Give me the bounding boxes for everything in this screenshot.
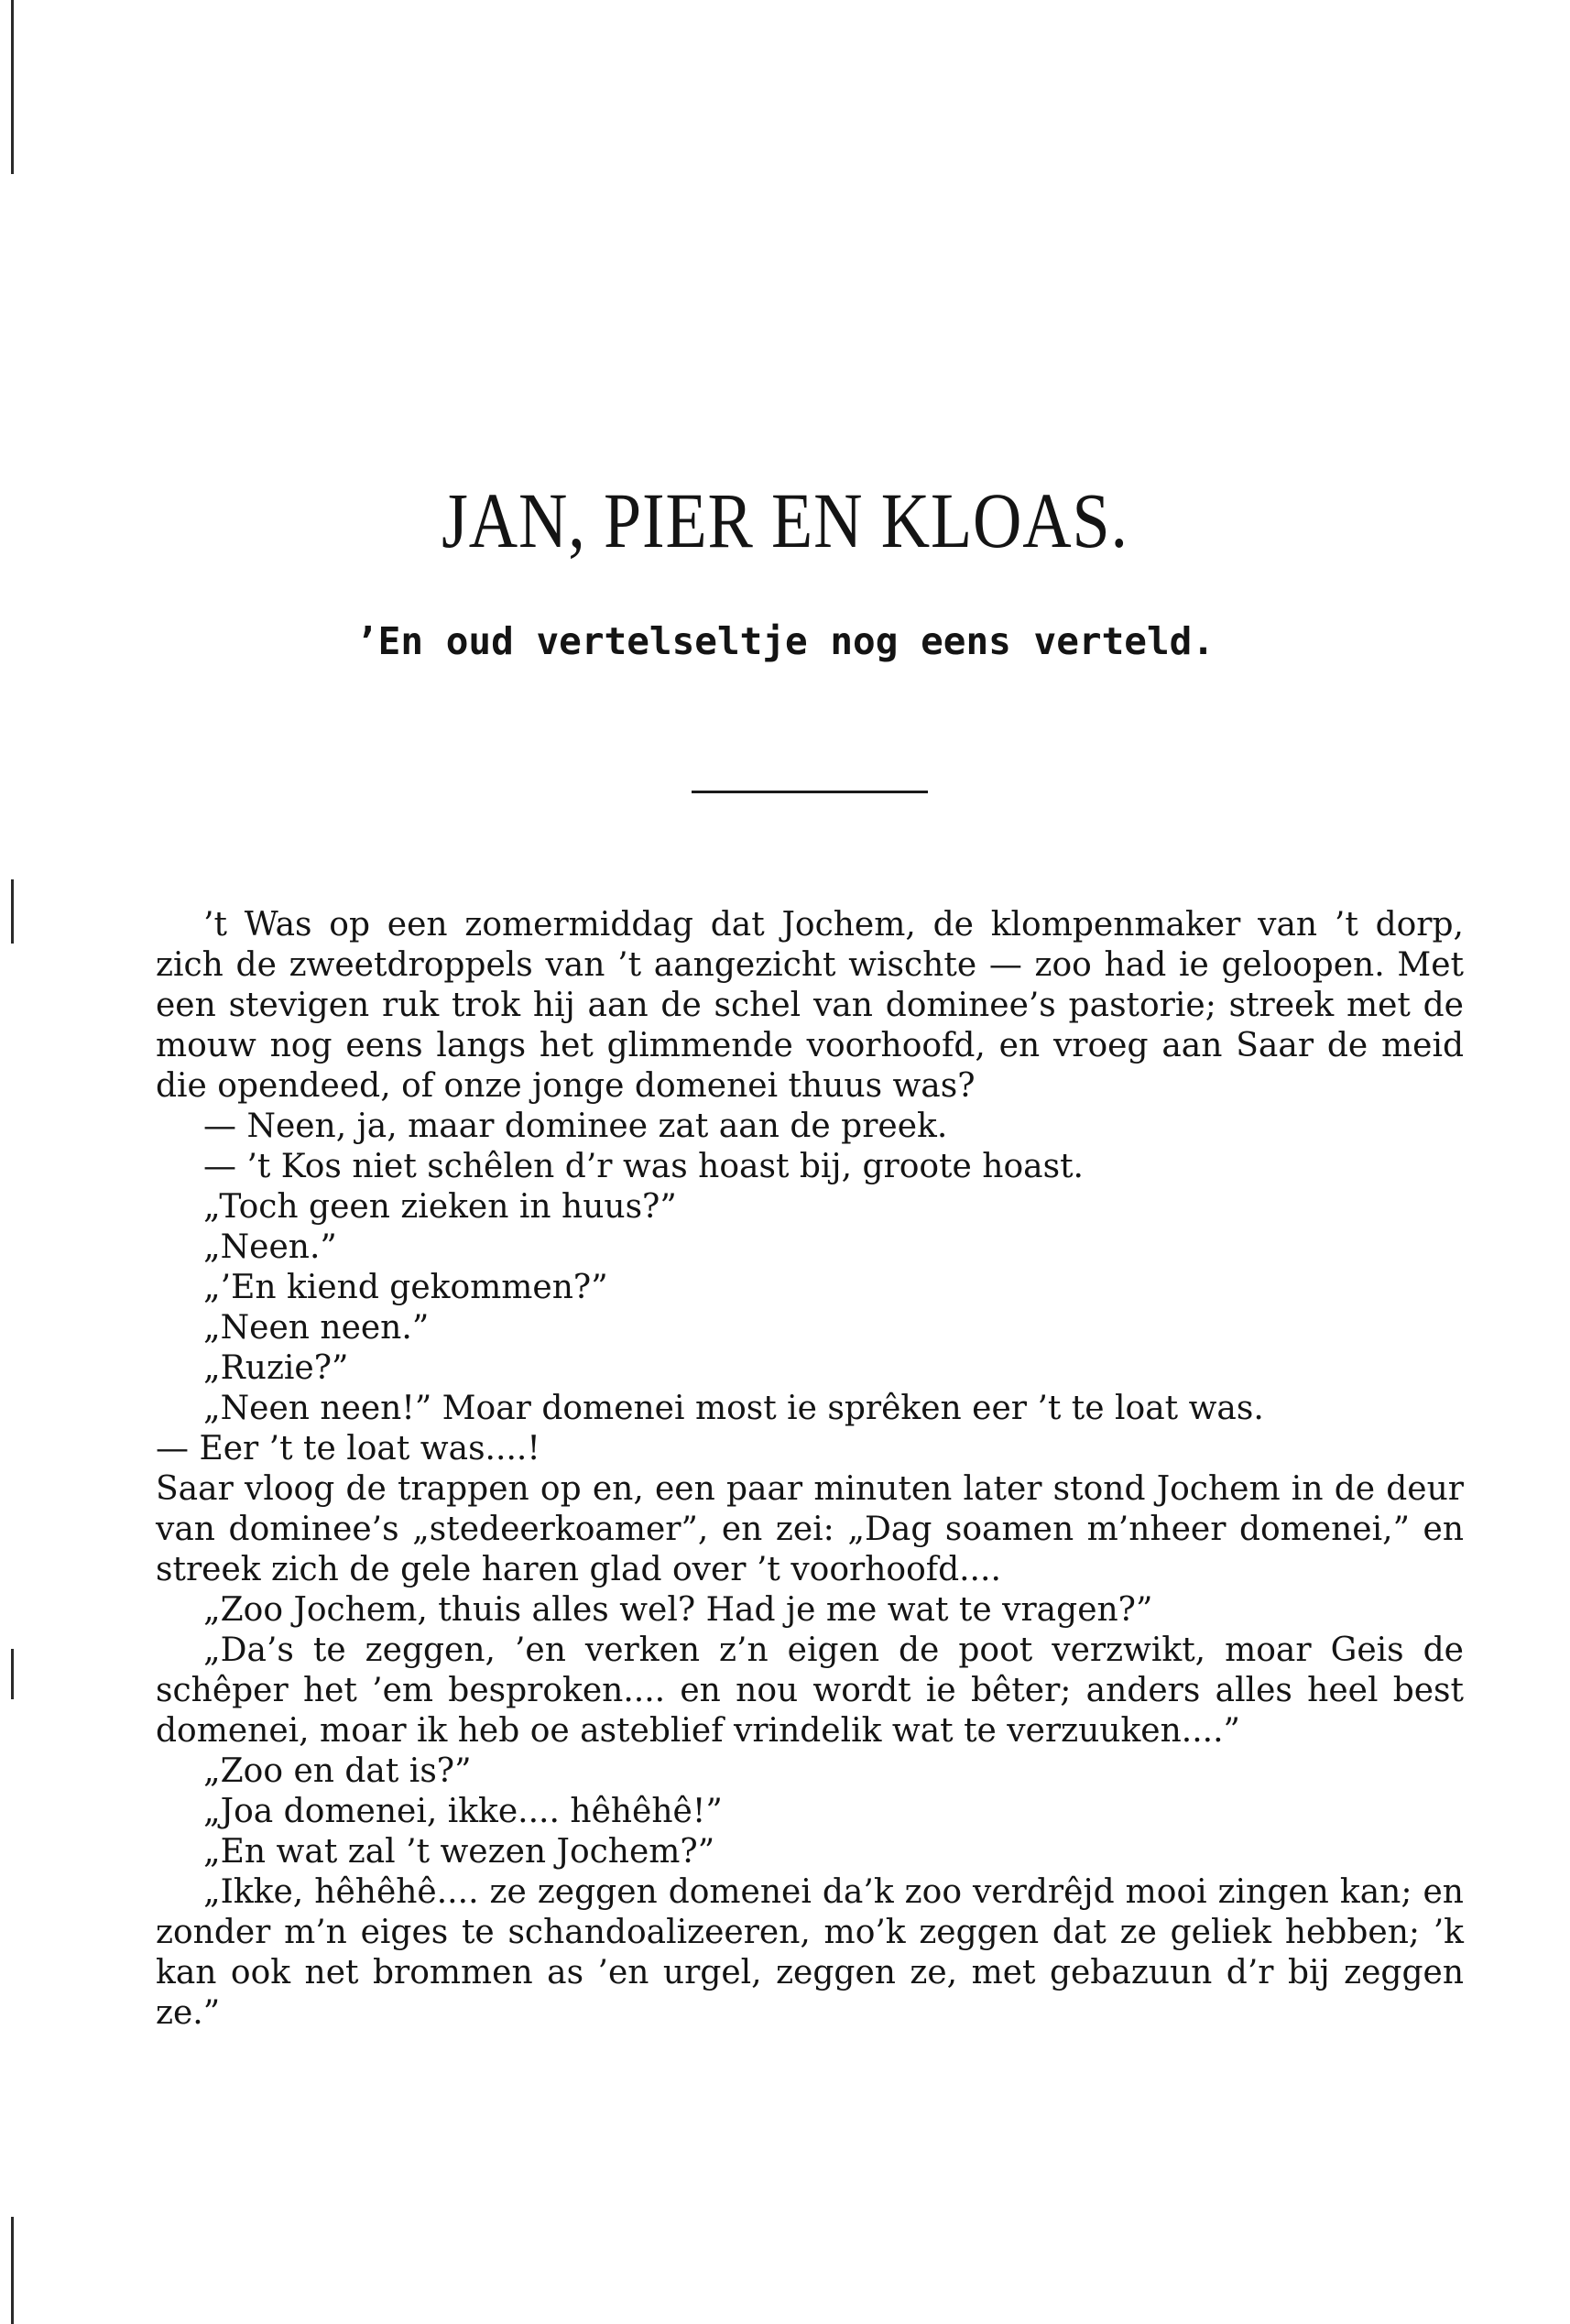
paragraph: „Toch geen zieken in huus?” bbox=[203, 1188, 677, 1226]
paragraph: „Joa domenei, ikke.... hêhêhê!” bbox=[203, 1793, 723, 1830]
paragraph: „Neen.” bbox=[203, 1228, 337, 1266]
paragraph: „Neen neen.” bbox=[203, 1309, 430, 1347]
paragraph: „’En kiend gekommen?” bbox=[203, 1269, 608, 1306]
paragraph: „Ruzie?” bbox=[203, 1349, 349, 1387]
scan-edge-mark bbox=[11, 879, 14, 944]
paragraph: — ’t Kos niet schêlen d’r was hoast bij, groote hoast. bbox=[203, 1148, 1084, 1185]
paragraph: ’t Was op een zomermiddag dat Jochem, de klompenmaker van ’t dorp, zich de zweetdroppels van ’t aangezicht wischte — zoo had ie geloopen. Met een stevigen ruk trok hij aan de schel van dominee’s pastorie; streek met de mouw nog eens langs het glimmende voorhoofd, en vroeg aan Saar de meid die opendeed, of onze jonge domenei thuus was? bbox=[156, 906, 1464, 1105]
story-text bbox=[156, 905, 1464, 2034]
scan-edge-mark bbox=[11, 0, 14, 174]
page-title: JAN, PIER EN KLOAS. bbox=[442, 476, 1128, 564]
paragraph: Saar vloog de trappen op en, een paar minuten later stond Jochem in de deur van dominee’s „stedeerkoamer”, en zei: „Dag soamen m’nheer domenei,” en streek zich de gele haren glad over ’t voorhoofd.... bbox=[156, 1470, 1464, 1588]
paragraph: — Eer ’t te loat was....! bbox=[156, 1430, 540, 1468]
paragraph: „En wat zal ’t wezen Jochem?” bbox=[203, 1833, 715, 1871]
paragraph: „Zoo Jochem, thuis alles wel? Had je me wat te vragen?” bbox=[203, 1591, 1153, 1629]
paragraph: „Zoo en dat is?” bbox=[203, 1752, 472, 1790]
scan-edge-mark bbox=[11, 1649, 14, 1699]
paragraph: — Neen, ja, maar dominee zat aan de preek. bbox=[203, 1107, 948, 1145]
page-subtitle: ’En oud vertelseltje nog eens verteld. bbox=[355, 619, 1215, 663]
paragraph: „Neen neen!” Moar domenei most ie sprêken eer ’t te loat was. bbox=[203, 1390, 1264, 1427]
title-divider bbox=[692, 791, 928, 793]
scan-edge-mark bbox=[11, 2217, 14, 2324]
paragraph: „Da’s te zeggen, ’en verken z’n eigen de poot verzwikt, moar Geis de schêper het ’em besproken.... en nou wordt ie bêter; anders alles heel best domenei, moar ik heb oe asteblief vrindelik wat te verzuuken....” bbox=[156, 1631, 1464, 1750]
paragraph: „Ikke, hêhêhê.... ze zeggen domenei da’k zoo verdrêjd mooi zingen kan; en zonder m’n eiges te schandoalizeeren, mo’k zeggen dat ze geliek hebben; ’k kan ook net brommen as ’en urgel, zeggen ze, met gebazuun d’r bij zeggen ze.” bbox=[156, 1873, 1464, 2032]
